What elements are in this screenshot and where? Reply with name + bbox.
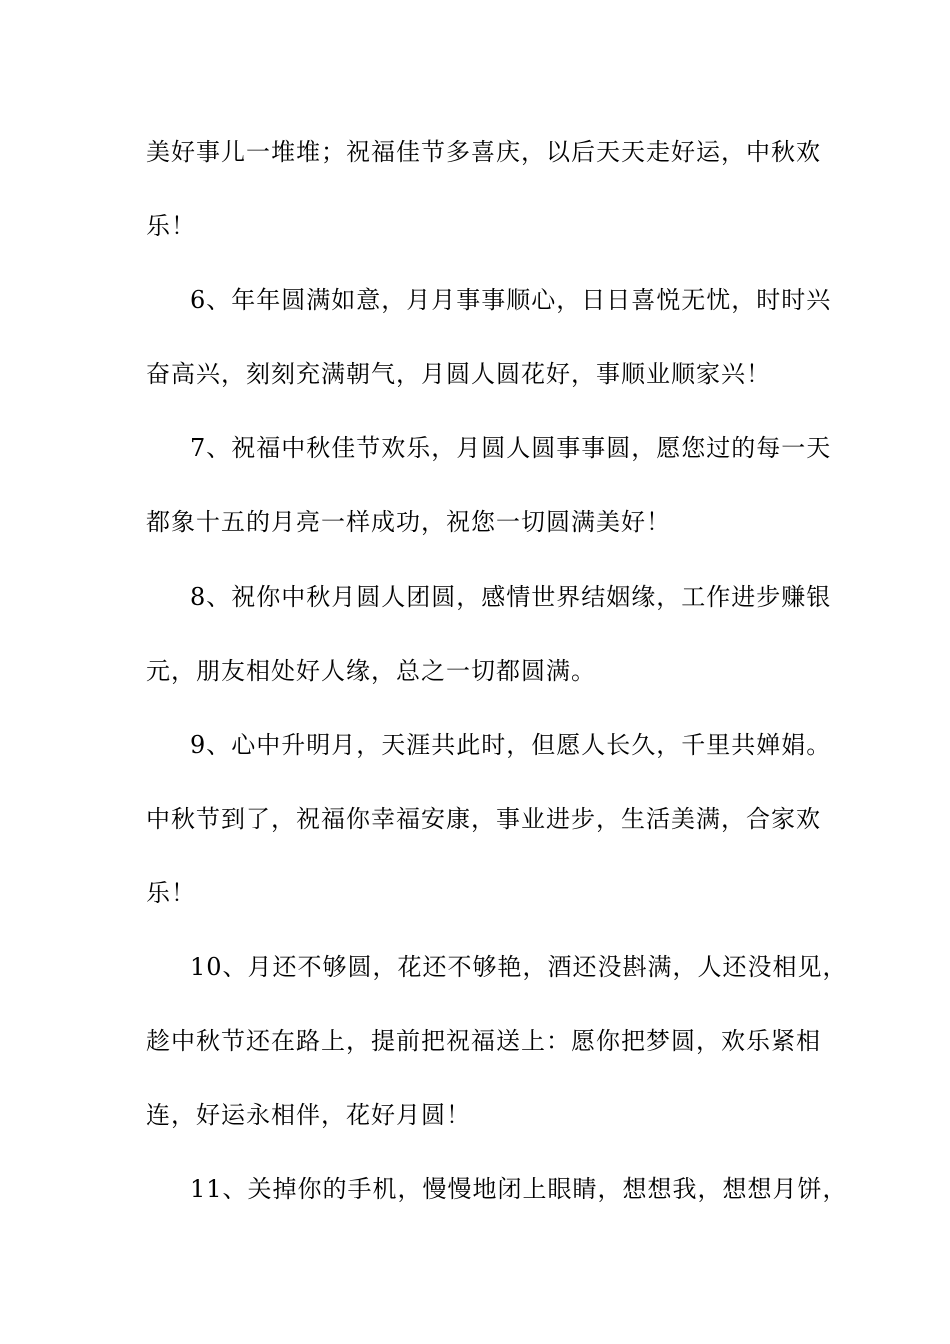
text-line: 都象十五的月亮一样成功，祝您一切圆满美好！ (146, 508, 671, 536)
paragraph-11-line: 11、关掉你的手机，慢慢地闭上眼睛，想想我，想想月饼， (190, 1175, 848, 1203)
text-line: 趁中秋节还在路上，提前把祝福送上：愿你把梦圆，欢乐紧相 (146, 1027, 821, 1055)
text-line: 中秋节到了，祝福你幸福安康，事业进步，生活美满，合家欢 (146, 805, 821, 833)
paragraph-10-line: 10、月还不够圆，花还不够艳，酒还没斟满，人还没相见， (190, 953, 848, 981)
text-line: 美好事儿一堆堆；祝福佳节多喜庆，以后天天走好运，中秋欢 (146, 138, 821, 166)
paragraph-6-line: 6、年年圆满如意，月月事事顺心，日日喜悦无忧，时时兴 (190, 286, 832, 314)
paragraph-8-line: 8、祝你中秋月圆人团圆，感情世界结姻缘，工作进步赚银 (190, 583, 832, 611)
paragraph-9-line: 9、心中升明月，天涯共此时，但愿人长久，千里共婵娟。 (190, 731, 832, 759)
text-line: 乐！ (146, 879, 196, 907)
text-line: 元，朋友相处好人缘，总之一切都圆满。 (146, 657, 596, 685)
text-line: 连，好运永相伴，花好月圆！ (146, 1101, 471, 1129)
paragraph-7-line: 7、祝福中秋佳节欢乐，月圆人圆事事圆，愿您过的每一天 (190, 434, 832, 462)
text-line: 乐！ (146, 212, 196, 240)
text-line: 奋高兴，刻刻充满朝气，月圆人圆花好，事顺业顺家兴！ (146, 360, 771, 388)
